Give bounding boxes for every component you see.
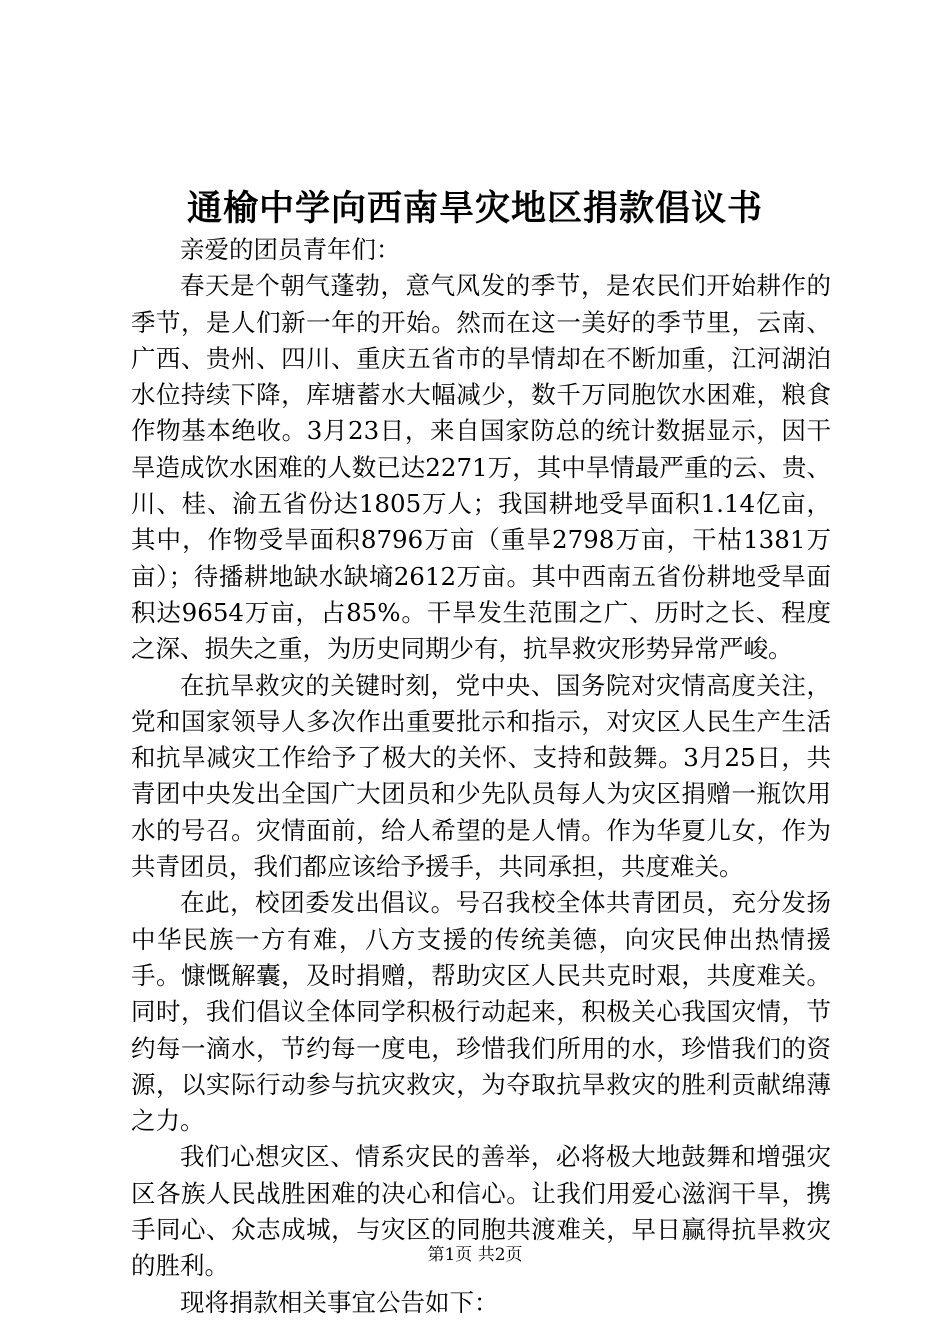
paragraph-announcement-intro: 现将捐款相关事宜公告如下： xyxy=(180,1287,499,1317)
paragraph-encouragement: 我们心想灾区、情系灾民的善举，必将极大地鼓舞和增强灾区各族人民战胜困难的决心和信心。让我们用爱心滋润干旱，携手同心、众志成城，与灾区的同胞共渡难关，早日赢得抗旱救灾的胜利。 xyxy=(131,1142,831,1281)
paragraph-central-response: 在抗旱救灾的关键时刻，党中央、国务院对灾情高度关注，党和国家领导人多次作出重要批示和指示，对灾区人民生产生活和抗旱减灾工作给予了极大的关怀、支持和鼓舞。3月25日，共青团中央发出全国广大团员和少先队员每人为灾区捐赠一瓶饮用水的号召。灾情面前，给人希望的是人情。作为华夏儿女，作为共青团员，我们都应该给予援手，共同承担，共度难关。 xyxy=(131,670,831,882)
document-body xyxy=(131,232,831,1321)
page-footer: 第1页 共2页 xyxy=(427,1245,523,1265)
paragraph-drought-situation: 春天是个朝气蓬勃，意气风发的季节，是农民们开始耕作的季节，是人们新一年的开始。然而在这一美好的季节里，云南、广西、贵州、四川、重庆五省市的旱情却在不断加重，江河湖泊水位持续下降，库塘蓄水大幅减少，数千万同胞饮水困难，粮食作物基本绝收。3月23日，来自国家防总的统计数据显示，因干旱造成饮水困难的人数已达2271万，其中旱情最严重的云、贵、川、桂、渝五省份达1805万人；我国耕地受旱面积1.14亿亩，其中，作物受旱面积8796万亩（重旱2798万亩，干枯1381万亩）；待播耕地缺水缺墒2612万亩。其中西南五省份耕地受旱面积达9654万亩，占85%。干旱发生范围之广、历时之长、程度之深、损失之重，为历史同期少有，抗旱救灾形势异常严峻。 xyxy=(131,271,831,664)
paragraph-school-initiative: 在此，校团委发出倡议。号召我校全体共青团员，充分发扬中华民族一方有难，八方支援的传统美德，向灾民伸出热情援手。慷慨解囊，及时捐赠，帮助灾区人民共克时艰，共度难关。同时，我们倡议全体同学积极行动起来，积极关心我国灾情，节约每一滴水，节约每一度电，珍惜我们所用的水，珍惜我们的资源，以实际行动参与抗灾救灾，为夺取抗旱救灾的胜利贡献绵薄之力。 xyxy=(131,888,831,1136)
greeting: 亲爱的团员青年们： xyxy=(180,235,401,264)
document-title: 通榆中学向西南旱灾地区捐款倡议书 xyxy=(186,188,763,229)
